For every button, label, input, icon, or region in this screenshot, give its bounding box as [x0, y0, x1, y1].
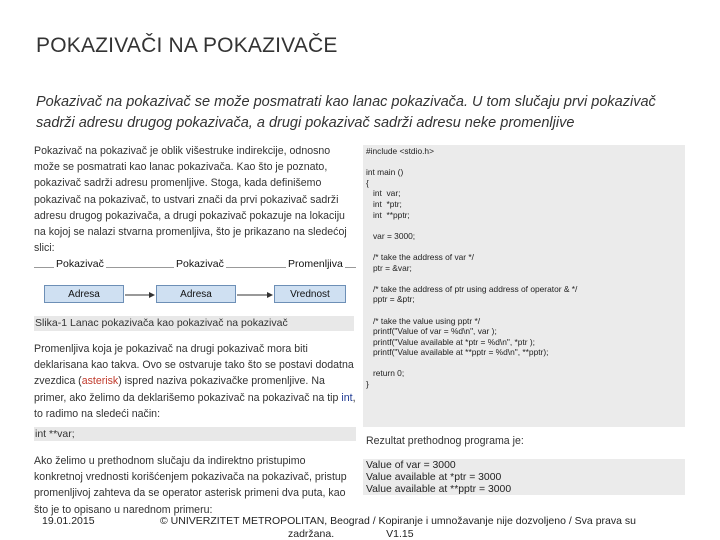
- slide-subtitle: Pokazivač na pokazivač se može posmatrati kao lanac pokazivača. U tom slučaju prvi pokazivač sadrži adresu drugog pokazivača, a drugi pokazivač sadrži adresu neke promenljive: [36, 94, 656, 131]
- result-line-3: Value available at **pptr = 3000: [366, 484, 512, 495]
- slide-title: POKAZIVAČI NA POKAZIVAČE: [36, 34, 338, 57]
- int-keyword: int: [341, 391, 353, 404]
- para2-text-b: ) ispred naziva pokazivačke promenljive. Na primer, ako želimo da deklarišemo pokazivač na pokazivač na tip: [34, 375, 342, 404]
- code-example: #include <stdio.h> int main () { int var; int *ptr; int **pptr; var = 3000; /* take the address of var */ ptr = &var; /* take the address of ptr using address of operator & */ pptr = &ptr; /* take the value using pptr */ printf("Value of var = %d\n", var ); printf("Value available at *ptr = %d\n", *ptr ); printf("Value available at **pptr = %d\n", **pptr); return 0; }: [363, 145, 685, 427]
- result-label: Rezultat prethodnog programa je:: [366, 435, 524, 447]
- footer-copyright-line2: zadržana.: [288, 528, 335, 540]
- footer-copyright-line1: © UNIVERZITET METROPOLITAN, Beograd / Kopiranje i umnožavanje nije dozvoljeno / Sva prava su: [160, 515, 636, 527]
- declaration-paragraph: [34, 341, 356, 422]
- result-line-1: Value of var = 3000: [366, 460, 456, 471]
- figure-label-pointer-2: Pokazivač: [176, 258, 224, 270]
- para2-text-c: , to radimo na sledeći način:: [34, 391, 356, 420]
- figure-box-address-2: Adresa: [156, 285, 236, 303]
- figure-box-value: Vrednost: [274, 285, 346, 303]
- figure-arrows: [34, 255, 356, 313]
- figure-label-pointer-1: Pokazivač: [56, 258, 104, 270]
- figure-label-variable: Promenljiva: [288, 258, 343, 270]
- figure-caption: Slika-1 Lanac pokazivača kao pokazivač na pokazivač: [34, 316, 354, 331]
- result-output: [363, 459, 685, 495]
- declaration-code: int **var;: [34, 427, 356, 441]
- pointer-chain-figure: [34, 255, 356, 313]
- para2-text-a: Promenljiva koja je pokazivač na drugi pokazivač mora biti deklarisana kao takva. Ovo se ostvaruje tako što se postavi dodatna zvezdica (: [34, 343, 354, 388]
- result-line-2: Value available at *ptr = 3000: [366, 472, 502, 483]
- asterisk-term: asterisk: [81, 375, 119, 388]
- footer-date: 19.01.2015: [42, 515, 95, 527]
- access-paragraph: Ako želimo u prethodnom slučaju da indirektno pristupimo konkretnoj vrednosti korišćenjem pokazivača na pokazivač, pristup promenljivoj zahteva da se operator asterisk primeni dva puta, kao što je to opisano u narednom primeru:: [34, 455, 347, 516]
- figure-box-address-1: Adresa: [44, 285, 124, 303]
- footer-version: V1.15: [386, 528, 414, 540]
- intro-paragraph: Pokazivač na pokazivač je oblik višestruke indirekcije, odnosno može se posmatrati kao lanac pokazivača. Kao što je poznato, pokazivač sadrži adresu promenljive. Stoga, kada definišemo pokazivač na pokazivač, to ustvari znači da prvi pokazivač sadrži adresu drugog pokazivača, a drugi pokazivač pokazuje na lokaciju na kojoj se nalazi stvarna promenljiva, što je prikazano na sledećoj slici:: [34, 145, 347, 255]
- footer-copyright: [160, 515, 700, 540]
